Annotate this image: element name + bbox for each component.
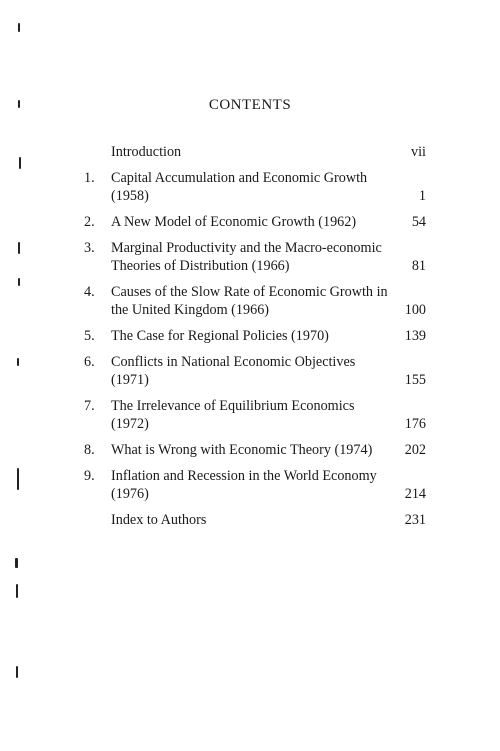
toc-entry xyxy=(84,143,426,161)
toc-entry xyxy=(84,441,426,459)
entry-number: 6. xyxy=(84,354,95,370)
toc-entry xyxy=(84,169,426,205)
entry-number: 7. xyxy=(84,398,95,414)
entry-number: 4. xyxy=(84,284,95,300)
toc-entry xyxy=(84,283,426,319)
toc-entry xyxy=(84,213,426,231)
entry-title: Inflation and Recession in the World Economy (1976) xyxy=(111,468,377,502)
scan-mark xyxy=(18,278,20,286)
table-of-contents xyxy=(84,143,426,529)
scan-mark xyxy=(18,23,20,32)
entry-page: 231 xyxy=(404,512,426,528)
entry-page: 139 xyxy=(404,328,426,344)
entry-page: 54 xyxy=(411,214,426,230)
entry-number: 3. xyxy=(84,240,95,256)
entry-page: 100 xyxy=(404,302,426,318)
entry-title: Introduction xyxy=(111,144,182,160)
toc-entry xyxy=(84,511,426,529)
scan-mark xyxy=(16,666,18,678)
toc-entry xyxy=(84,467,426,503)
entry-title: Capital Accumulation and Economic Growth (1958) xyxy=(111,170,368,204)
entry-page: 176 xyxy=(404,416,426,432)
entry-number: 5. xyxy=(84,328,95,344)
entry-page: 202 xyxy=(404,442,426,458)
scan-mark xyxy=(18,100,20,108)
entry-page: vii xyxy=(411,144,426,160)
toc-entry xyxy=(84,353,426,389)
entry-page: 81 xyxy=(411,258,426,274)
entry-page: 1 xyxy=(418,188,426,204)
entry-title: Causes of the Slow Rate of Economic Growth in the United Kingdom (1966) xyxy=(111,284,388,318)
entry-number: 1. xyxy=(84,170,95,186)
entry-title: Marginal Productivity and the Macro-economic Theories of Distribution (1966) xyxy=(111,240,382,274)
toc-entry xyxy=(84,397,426,433)
toc-entry xyxy=(84,239,426,275)
entry-title: What is Wrong with Economic Theory (1974) xyxy=(111,442,373,458)
scan-mark xyxy=(15,558,18,568)
toc-entry xyxy=(84,327,426,345)
scan-mark xyxy=(19,157,21,169)
entry-title: Index to Authors xyxy=(111,512,207,528)
entry-page: 155 xyxy=(404,372,426,388)
entry-page: 214 xyxy=(404,486,426,502)
entry-number: 9. xyxy=(84,468,95,484)
entry-title: The Case for Regional Policies (1970) xyxy=(111,328,329,344)
scan-mark xyxy=(16,584,18,598)
entry-number: 8. xyxy=(84,442,95,458)
scan-mark xyxy=(17,358,19,366)
entry-title: Conflicts in National Economic Objectives (1971) xyxy=(111,354,356,388)
entry-number: 2. xyxy=(84,214,95,230)
entry-title: A New Model of Economic Growth (1962) xyxy=(111,214,357,230)
entry-title: The Irrelevance of Equilibrium Economics (1972) xyxy=(111,398,355,432)
scan-mark xyxy=(18,242,20,254)
page-title: CONTENTS xyxy=(208,97,292,113)
scan-mark xyxy=(17,468,19,490)
